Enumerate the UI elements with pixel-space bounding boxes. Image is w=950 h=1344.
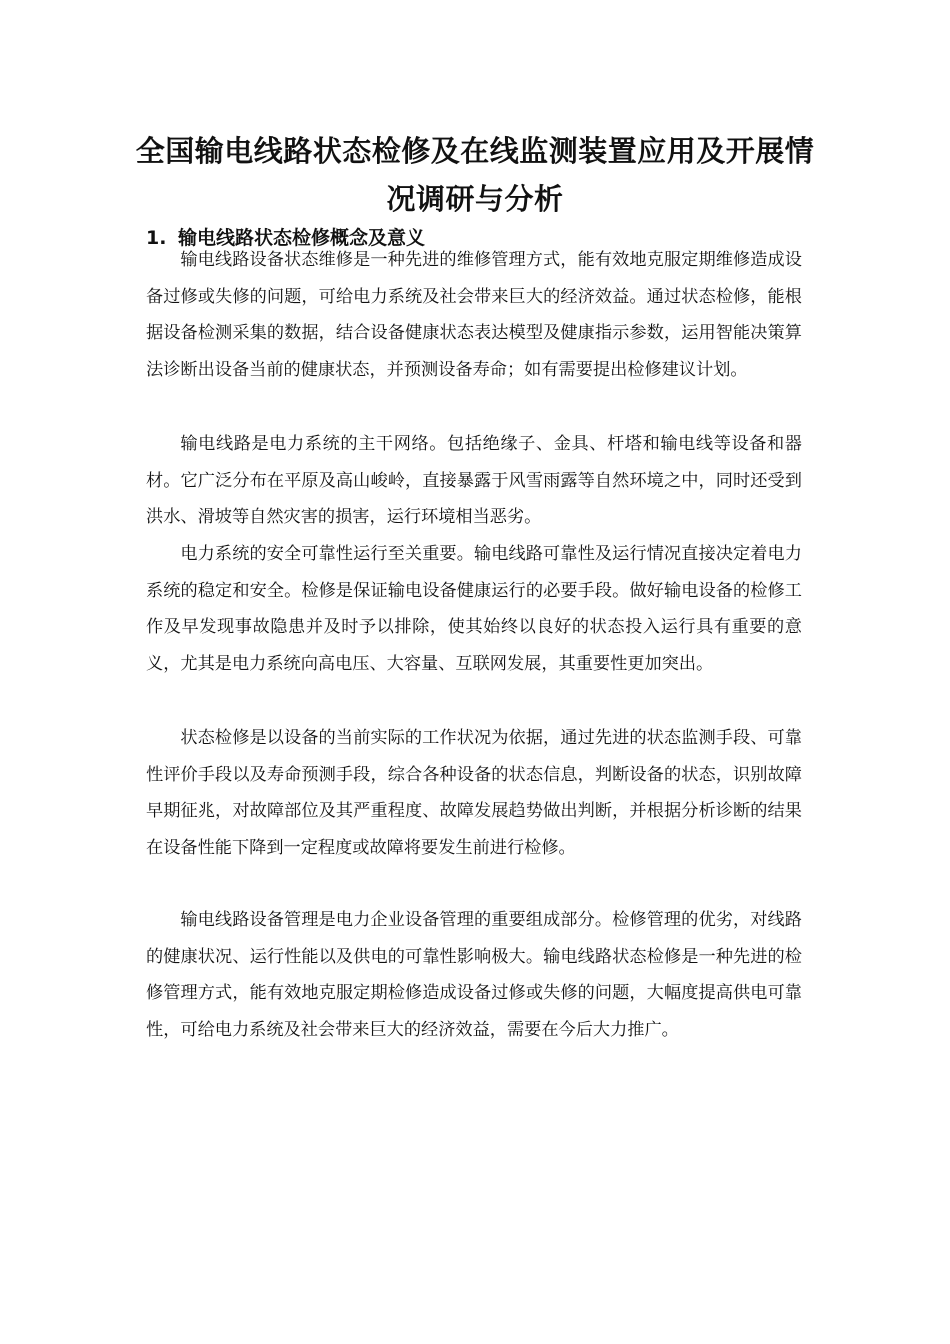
body-paragraph-2: 输电线路是电力系统的主干网络。包括绝缘子、金具、杆塔和输电线等设备和器材。它广泛分布在平原及高山峻岭，直接暴露于风雪雨露等自然环境之中，同时还受到洪水、滑坡等自然灾害的损害，运行环境相当恶劣。 — [146, 434, 802, 528]
body-paragraph-5: 输电线路设备管理是电力企业设备管理的重要组成部分。检修管理的优劣，对线路的健康状况、运行性能以及供电的可靠性影响极大。输电线路状态检修是一种先进的检修管理方式，能有效地克服定期检修造成设备过修或失修的问题，大幅度提高供电可靠性，可给电力系统及社会带来巨大的经济效益，需要在今后大力推广。 — [146, 910, 802, 1041]
section-number: 1. — [146, 227, 167, 249]
document-title-line-1: 全国输电线路状态检修及在线监测装置应用及开展情 — [135, 134, 815, 168]
body-paragraph-1: 输电线路设备状态维修是一种先进的维修管理方式，能有效地克服定期维修造成设备过修或失修的问题，可给电力系统及社会带来巨大的经济效益。通过状态检修，能根据设备检测采集的数据，结合设备健康状态表达模型及健康指示参数，运用智能决策算法诊断出设备当前的健康状态，并预测设备寿命；如有需要提出检修建议计划。 — [146, 250, 802, 381]
body-paragraph-3: 电力系统的安全可靠性运行至关重要。输电线路可靠性及运行情况直接决定着电力系统的稳定和安全。检修是保证输电设备健康运行的必要手段。做好输电设备的检修工作及早发现事故隐患并及时予以排除，使其始终以良好的状态投入运行具有重要的意义，尤其是电力系统向高电压、大容量、互联网发展，其重要性更加突出。 — [146, 544, 802, 675]
body-paragraph-4: 状态检修是以设备的当前实际的工作状况为依据，通过先进的状态监测手段、可靠性评价手段以及寿命预测手段，综合各种设备的状态信息，判断设备的状态，识别故障早期征兆，对故障部位及其严重程度、故障发展趋势做出判断，并根据分析诊断的结果在设备性能下降到一定程度或故障将要发生前进行检修。 — [146, 728, 802, 859]
section-heading-text: 输电线路状态检修概念及意义 — [178, 227, 426, 249]
document-title-line-2: 况调研与分析 — [386, 182, 564, 216]
